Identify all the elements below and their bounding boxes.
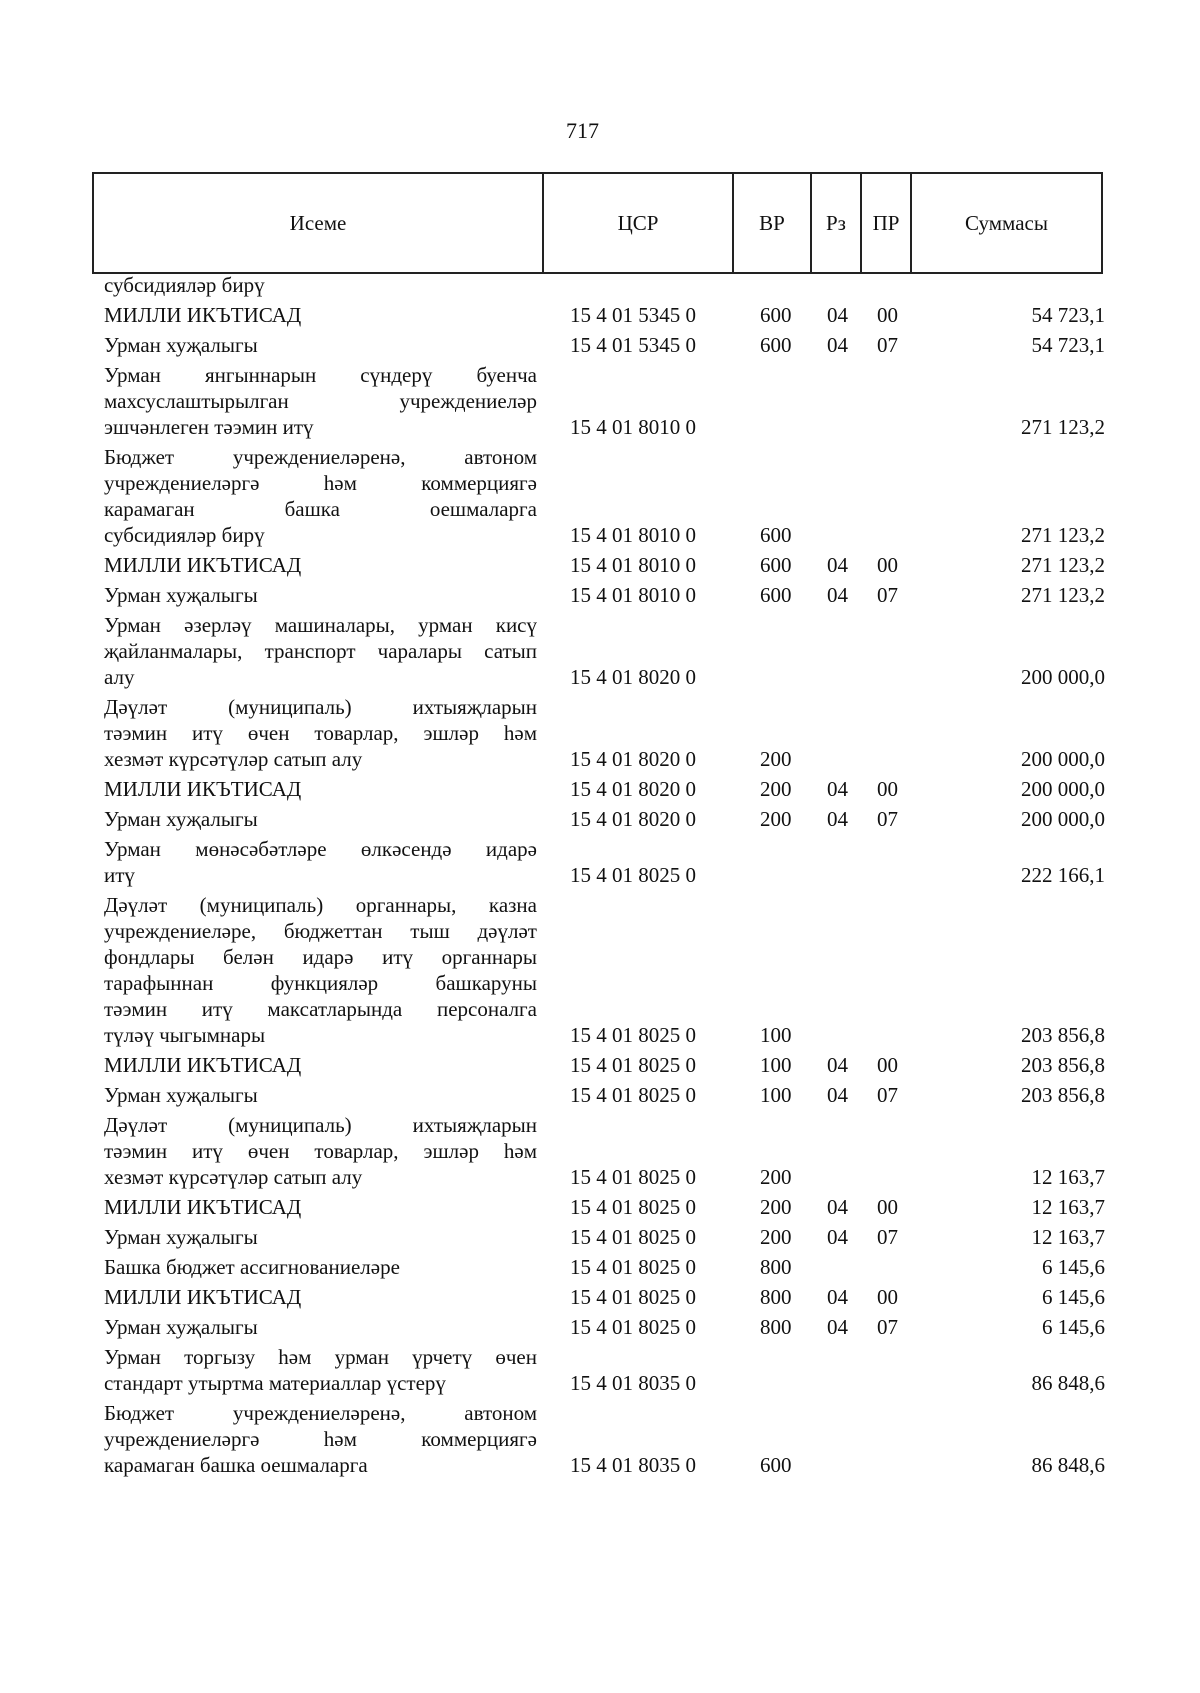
row-name xyxy=(104,806,537,832)
row-name-line: учреждениеләре, бюджеттан тыш дәүләт xyxy=(104,919,537,943)
table-row xyxy=(0,1344,1200,1396)
row-name xyxy=(104,1400,537,1478)
row-vr: 800 xyxy=(760,1315,792,1339)
row-sum: 6 145,6 xyxy=(1042,1285,1105,1309)
row-name-line: Урман хуҗалыгы xyxy=(104,1315,258,1339)
row-pr: 07 xyxy=(877,333,898,357)
row-sum: 12 163,7 xyxy=(1031,1225,1105,1249)
row-vr: 200 xyxy=(760,777,792,801)
row-name-line: Урман хуҗалыгы xyxy=(104,333,258,357)
row-name xyxy=(104,892,537,1048)
row-name-line: тәэмин итү максатларында персоналга xyxy=(104,997,537,1021)
row-sum: 6 145,6 xyxy=(1042,1255,1105,1279)
row-pr: 00 xyxy=(877,1053,898,1077)
row-csr: 15 4 01 8035 0 xyxy=(570,1453,696,1477)
row-name-line: субсидияләр бирү xyxy=(104,273,265,297)
row-csr: 15 4 01 8025 0 xyxy=(570,1023,696,1047)
row-name xyxy=(104,332,537,358)
row-vr: 600 xyxy=(760,303,792,327)
row-name xyxy=(104,444,537,548)
table-row xyxy=(0,1400,1200,1478)
row-rz: 04 xyxy=(827,303,848,327)
row-name xyxy=(104,272,537,298)
row-name xyxy=(104,612,537,690)
row-vr: 200 xyxy=(760,1225,792,1249)
row-csr: 15 4 01 8010 0 xyxy=(570,415,696,439)
row-pr: 00 xyxy=(877,553,898,577)
row-sum: 271 123,2 xyxy=(1021,415,1105,439)
row-vr: 100 xyxy=(760,1053,792,1077)
row-name-line: МИЛЛИ ИКЪТИСАД xyxy=(104,1053,302,1077)
table-row xyxy=(0,444,1200,548)
row-vr: 600 xyxy=(760,1453,792,1477)
table-row xyxy=(0,1284,1200,1310)
row-rz: 04 xyxy=(827,333,848,357)
row-name xyxy=(104,1284,537,1310)
row-name xyxy=(104,302,537,328)
row-sum: 222 166,1 xyxy=(1021,863,1105,887)
row-name-line: карамаган башка оешмаларга xyxy=(104,1453,368,1477)
table-row xyxy=(0,806,1200,832)
row-csr: 15 4 01 5345 0 xyxy=(570,333,696,357)
row-csr: 15 4 01 8025 0 xyxy=(570,1255,696,1279)
row-name-line: МИЛЛИ ИКЪТИСАД xyxy=(104,553,302,577)
row-pr: 00 xyxy=(877,1195,898,1219)
row-name-line: тарафыннан функцияләр башкаруны xyxy=(104,971,537,995)
row-name-line: учреждениеләргә һәм коммерциягә xyxy=(104,1427,537,1451)
row-rz: 04 xyxy=(827,807,848,831)
row-sum: 271 123,2 xyxy=(1021,583,1105,607)
row-sum: 200 000,0 xyxy=(1021,777,1105,801)
row-name-line: түләү чыгымнары xyxy=(104,1023,266,1047)
row-name xyxy=(104,694,537,772)
row-csr: 15 4 01 8010 0 xyxy=(570,583,696,607)
header-name: Исеме xyxy=(93,173,543,273)
row-csr: 15 4 01 8020 0 xyxy=(570,807,696,831)
row-rz: 04 xyxy=(827,553,848,577)
row-name-line: МИЛЛИ ИКЪТИСАД xyxy=(104,1285,302,1309)
row-sum: 6 145,6 xyxy=(1042,1315,1105,1339)
row-name xyxy=(104,1052,537,1078)
row-name xyxy=(104,776,537,802)
row-sum: 271 123,2 xyxy=(1021,553,1105,577)
row-sum: 86 848,6 xyxy=(1031,1371,1105,1395)
row-rz: 04 xyxy=(827,1053,848,1077)
table-row xyxy=(0,892,1200,1048)
row-name-line: Бюджет учреждениеләренә, автоном xyxy=(104,1401,537,1425)
row-rz: 04 xyxy=(827,1285,848,1309)
table-row xyxy=(0,612,1200,690)
row-name-line: Башка бюджет ассигнованиеләре xyxy=(104,1255,400,1279)
row-sum: 54 723,1 xyxy=(1031,303,1105,327)
row-name-line: Бюджет учреждениеләренә, автоном xyxy=(104,445,537,469)
table-row xyxy=(0,1314,1200,1340)
row-name-line: Урман әзерләү машиналары, урман кисү xyxy=(104,613,537,637)
row-name-line: Урман хуҗалыгы xyxy=(104,1225,258,1249)
table-row xyxy=(0,1112,1200,1190)
row-csr: 15 4 01 8010 0 xyxy=(570,553,696,577)
row-name-line: эшчәнлеген тәэмин итү xyxy=(104,415,314,439)
row-sum: 203 856,8 xyxy=(1021,1053,1105,1077)
row-csr: 15 4 01 8035 0 xyxy=(570,1371,696,1395)
row-name-line: тәэмин итү өчен товарлар, эшләр һәм xyxy=(104,721,537,745)
row-name-line: Урман хуҗалыгы xyxy=(104,807,258,831)
row-name-line: субсидияләр бирү xyxy=(104,523,265,547)
row-name xyxy=(104,1254,537,1280)
table-row xyxy=(0,272,1200,298)
row-pr: 07 xyxy=(877,1315,898,1339)
row-csr: 15 4 01 8020 0 xyxy=(570,747,696,771)
row-sum: 203 856,8 xyxy=(1021,1023,1105,1047)
row-sum: 203 856,8 xyxy=(1021,1083,1105,1107)
row-name xyxy=(104,1314,537,1340)
row-csr: 15 4 01 8020 0 xyxy=(570,777,696,801)
row-name-line: Дәүләт (муниципаль) ихтыяҗларын xyxy=(104,695,537,719)
row-pr: 07 xyxy=(877,1225,898,1249)
row-pr: 00 xyxy=(877,777,898,801)
row-sum: 12 163,7 xyxy=(1031,1165,1105,1189)
row-name xyxy=(104,1082,537,1108)
row-name-line: хезмәт күрсәтүләр сатып алу xyxy=(104,1165,363,1189)
row-name-line: Дәүләт (муниципаль) органнары, казна xyxy=(104,893,537,917)
row-vr: 200 xyxy=(760,747,792,771)
row-vr: 100 xyxy=(760,1083,792,1107)
row-name-line: Урман торгызу һәм урман үрчетү өчен xyxy=(104,1345,537,1369)
table-row xyxy=(0,1224,1200,1250)
table-row xyxy=(0,776,1200,802)
row-name xyxy=(104,836,537,888)
row-csr: 15 4 01 8025 0 xyxy=(570,1225,696,1249)
row-name-line: махсуслаштырылган учреждениеләр xyxy=(104,389,537,413)
row-name-line: Урман хуҗалыгы xyxy=(104,583,258,607)
row-sum: 86 848,6 xyxy=(1031,1453,1105,1477)
row-name-line: Урман мөнәсәбәтләре өлкәсендә идарә xyxy=(104,837,537,861)
row-pr: 07 xyxy=(877,1083,898,1107)
row-name-line: итү xyxy=(104,863,135,887)
table-body xyxy=(0,272,1200,1478)
row-rz: 04 xyxy=(827,1083,848,1107)
row-vr: 100 xyxy=(760,1023,792,1047)
row-name-line: МИЛЛИ ИКЪТИСАД xyxy=(104,777,302,801)
table-header xyxy=(92,172,1103,274)
row-sum: 54 723,1 xyxy=(1031,333,1105,357)
row-name xyxy=(104,582,537,608)
row-csr: 15 4 01 5345 0 xyxy=(570,303,696,327)
row-pr: 07 xyxy=(877,807,898,831)
page-number: 717 xyxy=(566,118,599,143)
row-pr: 00 xyxy=(877,1285,898,1309)
row-rz: 04 xyxy=(827,583,848,607)
row-sum: 200 000,0 xyxy=(1021,807,1105,831)
row-name xyxy=(104,362,537,440)
row-rz: 04 xyxy=(827,1195,848,1219)
row-pr: 07 xyxy=(877,583,898,607)
row-vr: 800 xyxy=(760,1255,792,1279)
row-name-line: Урман янгыннарын сүндерү буенча xyxy=(104,363,537,387)
row-name-line: карамаган башка оешмаларга xyxy=(104,497,537,521)
row-name xyxy=(104,1112,537,1190)
row-name-line: җайланмалары, транспорт чаралары сатып xyxy=(104,639,537,663)
row-rz: 04 xyxy=(827,777,848,801)
row-pr: 00 xyxy=(877,303,898,327)
row-vr: 200 xyxy=(760,807,792,831)
table-row xyxy=(0,552,1200,578)
row-name-line: фондлары белән идарә итү органнары xyxy=(104,945,537,969)
row-csr: 15 4 01 8025 0 xyxy=(570,863,696,887)
header-vr: ВР xyxy=(733,173,811,273)
row-csr: 15 4 01 8025 0 xyxy=(570,1315,696,1339)
row-name xyxy=(104,552,537,578)
row-name-line: алу xyxy=(104,665,135,689)
table-row xyxy=(0,332,1200,358)
row-vr: 600 xyxy=(760,333,792,357)
row-sum: 12 163,7 xyxy=(1031,1195,1105,1219)
row-name-line: хезмәт күрсәтүләр сатып алу xyxy=(104,747,363,771)
row-vr: 200 xyxy=(760,1195,792,1219)
table-row xyxy=(0,582,1200,608)
row-vr: 200 xyxy=(760,1165,792,1189)
header-pr: ПР xyxy=(861,173,911,273)
row-vr: 600 xyxy=(760,583,792,607)
row-name-line: тәэмин итү өчен товарлар, эшләр һәм xyxy=(104,1139,537,1163)
row-name-line: МИЛЛИ ИКЪТИСАД xyxy=(104,303,302,327)
row-name-line: учреждениеләргә һәм коммерциягә xyxy=(104,471,537,495)
header-csr: ЦСР xyxy=(543,173,733,273)
row-name-line: Урман хуҗалыгы xyxy=(104,1083,258,1107)
row-vr: 600 xyxy=(760,523,792,547)
table-row xyxy=(0,1194,1200,1220)
table-row xyxy=(0,1052,1200,1078)
row-name-line: Дәүләт (муниципаль) ихтыяҗларын xyxy=(104,1113,537,1137)
table-row xyxy=(0,302,1200,328)
table-row xyxy=(0,836,1200,888)
row-rz: 04 xyxy=(827,1315,848,1339)
header-rz: Рз xyxy=(811,173,861,273)
row-rz: 04 xyxy=(827,1225,848,1249)
row-csr: 15 4 01 8025 0 xyxy=(570,1083,696,1107)
header-sum: Суммасы xyxy=(911,173,1102,273)
row-name-line: стандарт утыртма материаллар үстерү xyxy=(104,1371,446,1395)
table-row xyxy=(0,362,1200,440)
row-csr: 15 4 01 8025 0 xyxy=(570,1165,696,1189)
row-csr: 15 4 01 8020 0 xyxy=(570,665,696,689)
row-vr: 800 xyxy=(760,1285,792,1309)
row-name-line: МИЛЛИ ИКЪТИСАД xyxy=(104,1195,302,1219)
table-row xyxy=(0,694,1200,772)
table-row xyxy=(0,1254,1200,1280)
row-csr: 15 4 01 8010 0 xyxy=(570,523,696,547)
row-csr: 15 4 01 8025 0 xyxy=(570,1285,696,1309)
row-sum: 200 000,0 xyxy=(1021,665,1105,689)
table-row xyxy=(0,1082,1200,1108)
row-csr: 15 4 01 8025 0 xyxy=(570,1053,696,1077)
row-sum: 271 123,2 xyxy=(1021,523,1105,547)
row-name xyxy=(104,1224,537,1250)
row-name xyxy=(104,1194,537,1220)
row-csr: 15 4 01 8025 0 xyxy=(570,1195,696,1219)
row-sum: 200 000,0 xyxy=(1021,747,1105,771)
row-name xyxy=(104,1344,537,1396)
row-vr: 600 xyxy=(760,553,792,577)
